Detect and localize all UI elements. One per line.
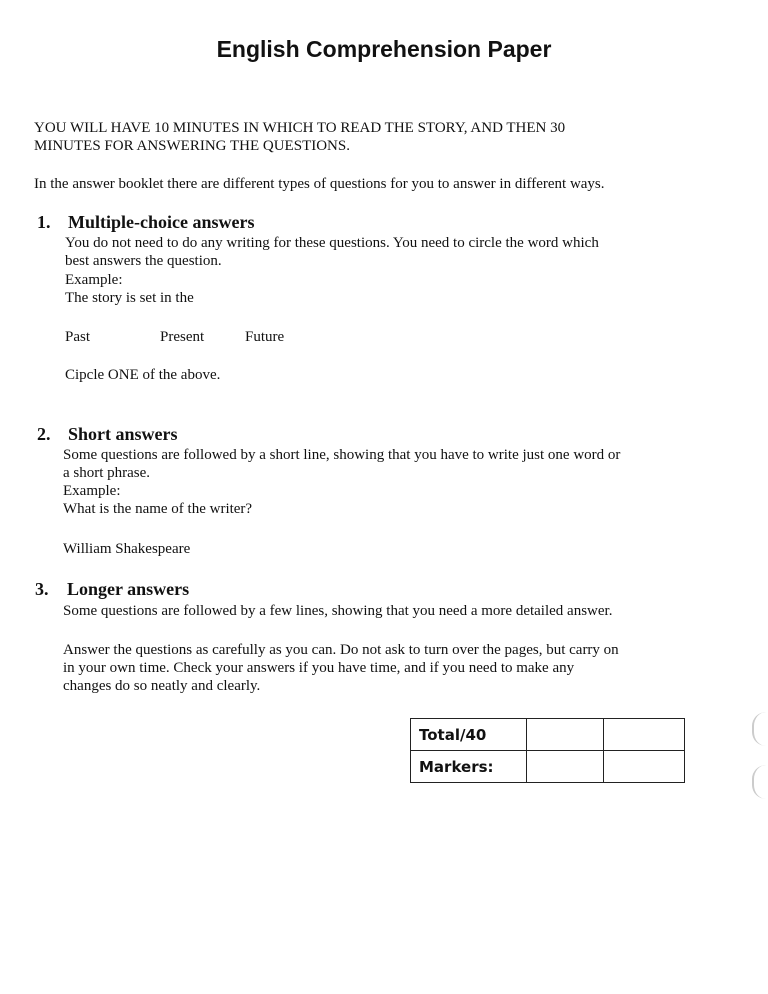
section-1-line: The story is set in the <box>65 290 194 306</box>
markers-cell[interactable] <box>527 751 604 783</box>
total-cell[interactable] <box>527 719 604 751</box>
closing-line: changes do so neatly and clearly. <box>63 678 261 694</box>
section-2-line: Example: <box>63 483 121 499</box>
section-1-instruction: Cipcle ONE of the above. <box>65 367 221 383</box>
option-past: Past <box>65 329 91 345</box>
section-1-line: Example: <box>65 272 123 288</box>
marks-table <box>410 718 685 783</box>
section-3-heading: Longer answers <box>67 579 190 599</box>
markers-label: Markers: <box>411 751 527 783</box>
section-2-line: What is the name of the writer? <box>63 501 253 517</box>
total-label: Total/40 <box>411 719 527 751</box>
section-1-line: You do not need to do any writing for these questions. You need to circle the word which <box>65 235 599 251</box>
section-1-number: 1. <box>37 212 51 232</box>
markers-cell[interactable] <box>604 751 685 783</box>
example-answer: William Shakespeare <box>63 541 191 557</box>
binder-hole-mark <box>752 765 768 799</box>
closing-line: in your own time. Check your answers if you have time, and if you need to make any <box>63 660 575 676</box>
section-1-line: best answers the question. <box>65 253 222 269</box>
total-cell[interactable] <box>604 719 685 751</box>
closing-line: Answer the questions as carefully as you can. Do not ask to turn over the pages, but carry on <box>63 642 619 658</box>
binder-hole-mark <box>752 712 768 746</box>
section-2-line: a short phrase. <box>63 465 151 481</box>
section-1-heading: Multiple-choice answers <box>68 212 255 232</box>
option-present: Present <box>160 329 205 345</box>
section-3-line: Some questions are followed by a few lines, showing that you need a more detailed answer. <box>63 603 613 619</box>
intro-line-1: YOU WILL HAVE 10 MINUTES IN WHICH TO READ THE STORY, AND THEN 30 <box>34 120 566 136</box>
section-3-number: 3. <box>35 579 49 599</box>
intro-booklet: In the answer booklet there are different types of questions for you to answer in different ways. <box>34 176 605 192</box>
section-2-line: Some questions are followed by a short line, showing that you have to write just one word or <box>63 447 621 463</box>
page-title: English Comprehension Paper <box>216 36 552 62</box>
intro-line-2: MINUTES FOR ANSWERING THE QUESTIONS. <box>34 138 350 154</box>
section-2-number: 2. <box>37 424 51 444</box>
section-2-heading: Short answers <box>68 424 178 444</box>
option-future: Future <box>245 329 285 345</box>
